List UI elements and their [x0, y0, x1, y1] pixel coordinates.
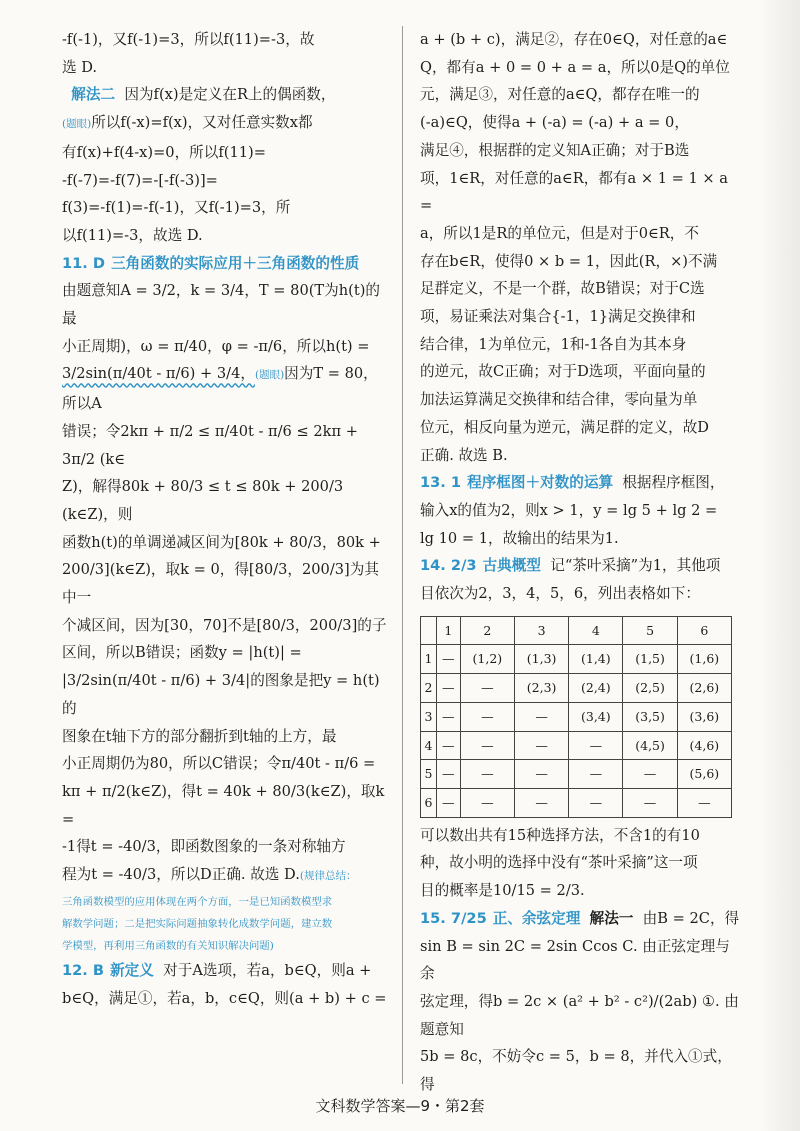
table-row	[421, 674, 732, 703]
text-line: sin B = sin 2C = 2sin Ccos C. 由正弦定理与余	[420, 937, 730, 983]
text-span: 因为T = 80，所以A	[62, 365, 378, 413]
text-line: 小正周期)，ω = π/40，φ = -π/6，所以h(t) =	[62, 337, 370, 355]
table-row	[421, 702, 732, 731]
text-line: 加法运算满足交换律和结合律，零向量为单	[420, 391, 698, 409]
table-header-cell	[421, 616, 437, 645]
table-cell: —	[569, 731, 623, 760]
table-cell: —	[460, 760, 514, 789]
table-cell: 2	[421, 674, 437, 703]
table-cell: 5	[421, 760, 437, 789]
summary-note: 三角函数模型的应用体现在两个方面，一是已知函数模型求	[62, 895, 333, 908]
left-column	[62, 26, 387, 1012]
table-cell: —	[436, 702, 460, 731]
table-cell: —	[436, 788, 460, 817]
text-line: -f(-1)，又f(-1)=3，所以f(11)=-3，故	[62, 31, 315, 48]
question-topic: 程序框图＋对数的运算	[467, 474, 614, 492]
table-cell: —	[460, 674, 514, 703]
text-line: 5b = 8c，不妨令c = 5，b = 8，并代入①式，得	[420, 1048, 732, 1094]
table-cell: (5,6)	[677, 760, 731, 789]
question-number: 14. 2/3	[420, 557, 477, 575]
table-cell: —	[569, 760, 623, 789]
method-label: 解法一	[589, 909, 634, 927]
page-edge-shadow	[760, 0, 800, 1131]
text-line: f(3)=-f(1)=-f(-1)，又f(-1)=3，所	[62, 199, 291, 217]
table-cell: —	[623, 760, 677, 789]
table-cell: —	[436, 645, 460, 674]
selection-table	[420, 616, 732, 818]
table-header-cell: 2	[460, 616, 514, 645]
text-span: 因为f(x)是定义在R上的偶函数，	[124, 86, 336, 104]
summary-note: 解数学问题；二是把实际问题抽象转化成数学问题，建立数	[62, 917, 333, 930]
column-divider	[402, 26, 403, 1084]
right-column	[420, 26, 740, 1099]
question-number: 11. D	[62, 254, 106, 272]
table-cell: 6	[421, 788, 437, 817]
text-line: 小正周期仍为80，所以C错误；令π/40t - π/6 =	[62, 755, 376, 773]
table-cell: —	[623, 788, 677, 817]
text-line: 图象在t轴下方的部分翻折到t轴的上方，最	[62, 727, 337, 745]
text-line: 选 D.	[62, 58, 98, 76]
text-line: 个减区间，因为[30，70]不是[80/3，200/3]的子	[62, 616, 387, 634]
table-cell: —	[677, 788, 731, 817]
question-12-header	[62, 957, 387, 985]
table-row	[421, 788, 732, 817]
text-line: 满足④，根据群的定义知A正确；对于B选	[420, 141, 690, 159]
text-span: 程为t = -40/3，所以D正确. 故选 D.	[62, 866, 300, 884]
text-line: 目的概率是10/15 = 2/3.	[420, 882, 585, 900]
guilv-tag: (规律总结：	[299, 870, 357, 883]
text-line: Q，都有a + 0 = 0 + a = a，所以0是Q的单位	[420, 58, 730, 76]
question-topic: 古典概型	[482, 557, 541, 575]
question-15-header	[420, 905, 740, 933]
question-number: 13. 1	[420, 474, 462, 492]
table-cell: (3,5)	[623, 702, 677, 731]
text-line: 种，故小明的选择中没有“茶叶采摘”这一项	[420, 854, 698, 872]
text-line: 元，满足③，对任意的a∈Q，都存在唯一的	[420, 86, 700, 104]
text-line: 输入x的值为2，则x > 1，y = lg 5 + lg 2 =	[420, 501, 718, 519]
table-cell: (2,5)	[623, 674, 677, 703]
table-cell: 3	[421, 702, 437, 731]
text-line: 目依次为2，3，4，5，6，列出表格如下：	[420, 585, 700, 603]
method-label: 解法二	[71, 86, 116, 104]
text-line: 项，易证乘法对集合{-1，1}满足交换律和	[420, 308, 696, 326]
text-span: 根据程序框图，	[622, 474, 725, 492]
text-line: (-a)∈Q，使得a + (-a) = (-a) + a = 0，	[420, 114, 689, 132]
text-line: -f(-7)=-f(7)=-[-f(-3)]=	[62, 171, 218, 189]
text-line	[62, 81, 387, 109]
text-line: 存在b∈R，使得0 × b = 1，因此(R，×)不满	[420, 252, 718, 270]
text-line: 函数h(t)的单调递减区间为[80k + 80/3，80k +	[62, 533, 381, 551]
text-line: kπ + π/2(k∈Z)，得t = 40k + 80/3(k∈Z)，取k =	[62, 782, 385, 828]
table-cell: (3,4)	[569, 702, 623, 731]
text-line	[62, 360, 387, 417]
text-line: 200/3](k∈Z)，取k = 0，得[80/3，200/3]为其中一	[62, 561, 379, 607]
table-cell: (1,5)	[623, 645, 677, 674]
question-topic: 三角函数的实际应用＋三角函数的性质	[111, 254, 360, 272]
text-line	[62, 109, 387, 139]
page-footer: 文科数学答案—9・第2套	[315, 1097, 485, 1115]
table-cell: (4,5)	[623, 731, 677, 760]
text-line: 可以数出共有15种选择方法，不含1的有10	[420, 826, 700, 844]
text-line: b∈Q，满足①，若a，b，c∈Q，则(a + b) + c =	[62, 989, 387, 1007]
question-13-header	[420, 469, 740, 497]
text-line: lg 10 = 1，故输出的结果为1.	[420, 529, 619, 547]
question-number: 12. B	[62, 961, 105, 979]
table-header-cell: 4	[569, 616, 623, 645]
table-row	[421, 760, 732, 789]
table-header-cell: 6	[677, 616, 731, 645]
table-cell: (2,4)	[569, 674, 623, 703]
text-line: 以f(11)=-3，故选 D.	[62, 226, 203, 244]
text-line: 错误；令2kπ + π/2 ≤ π/40t - π/6 ≤ 2kπ + 3π/2 (k∈	[62, 422, 358, 468]
table-cell: 4	[421, 731, 437, 760]
text-line: 结合律，1为单位元，1和-1各自为其本身	[420, 335, 687, 353]
table-cell: (1,2)	[460, 645, 514, 674]
table-cell: —	[460, 731, 514, 760]
text-line: 区间，所以B错误；函数y = |h(t)| =	[62, 644, 302, 662]
text-line: a + (b + c)，满足②，存在0∈Q，对任意的a∈	[420, 31, 728, 48]
text-line: 有f(x)+f(4-x)=0，所以f(11)=	[62, 143, 266, 161]
question-number: 15. 7/25	[420, 909, 487, 927]
table-header-cell: 5	[623, 616, 677, 645]
text-line: 正确. 故选 B.	[420, 446, 508, 464]
summary-note: 学模型，再利用三角函数的有关知识解决问题)	[62, 939, 274, 952]
table-cell: (1,4)	[569, 645, 623, 674]
table-header-cell: 3	[514, 616, 568, 645]
table-cell: —	[514, 731, 568, 760]
text-line: a，所以1是R的单位元，但是对于0∈R，不	[420, 224, 699, 242]
table-cell: —	[514, 702, 568, 731]
table-cell: 1	[421, 645, 437, 674]
table-header-row	[421, 616, 732, 645]
table-cell: (2,6)	[677, 674, 731, 703]
tiyan-tag: (题眼)	[254, 369, 285, 382]
table-cell: —	[436, 674, 460, 703]
table-cell: —	[436, 760, 460, 789]
key-formula: 3/2sin(π/40t - π/6) + 3/4，	[62, 365, 255, 383]
table-cell: (4,6)	[677, 731, 731, 760]
text-line: 的逆元，故C正确；对于D选项，平面向量的	[420, 363, 706, 381]
table-cell: —	[514, 760, 568, 789]
text-line: 由题意知A = 3/2，k = 3/4，T = 80(T为h(t)的最	[62, 282, 381, 328]
text-span: 所以f(-x)=f(x)，又对任意实数x都	[91, 114, 313, 132]
tiyan-tag: (题眼)	[62, 118, 92, 131]
text-span: 记“茶叶采摘”为1，其他项	[550, 557, 721, 575]
text-line: |3/2sin(π/40t - π/6) + 3/4|的图象是把y = h(t)的	[62, 672, 380, 717]
table-row	[421, 731, 732, 760]
table-cell: (2,3)	[514, 674, 568, 703]
text-line	[62, 861, 387, 891]
table-cell: (3,6)	[677, 702, 731, 731]
text-line: 位元，相反向量为逆元，满足群的定义，故D	[420, 418, 709, 436]
table-cell: —	[436, 731, 460, 760]
text-line: 足群定义，不是一个群，故B错误；对于C选	[420, 280, 705, 298]
text-line: Z)，解得80k + 80/3 ≤ t ≤ 80k + 200/3 (k∈Z)，则	[62, 478, 344, 523]
question-14-header	[420, 552, 740, 580]
question-topic: 正、余弦定理	[492, 909, 581, 927]
text-span: 对于A选项，若a，b∈Q，则a +	[163, 961, 372, 979]
text-line: -1得t = -40/3，即函数图象的一条对称轴方	[62, 838, 346, 856]
text-line: 项，1∈R，对任意的a∈R，都有a × 1 = 1 × a =	[420, 169, 728, 215]
table-header-cell: 1	[436, 616, 460, 645]
question-11-header	[62, 250, 387, 278]
table-cell: —	[460, 702, 514, 731]
table-cell: (1,6)	[677, 645, 731, 674]
text-span: 由B = 2C，得	[642, 909, 740, 927]
table-cell: —	[514, 788, 568, 817]
table-row	[421, 645, 732, 674]
table-cell: —	[569, 788, 623, 817]
text-line: 弦定理，得b = 2c × (a² + b² - c²)/(2ab) ①. 由题意知	[420, 992, 739, 1038]
table-cell: (1,3)	[514, 645, 568, 674]
question-topic: 新定义	[110, 961, 154, 979]
table-cell: —	[460, 788, 514, 817]
